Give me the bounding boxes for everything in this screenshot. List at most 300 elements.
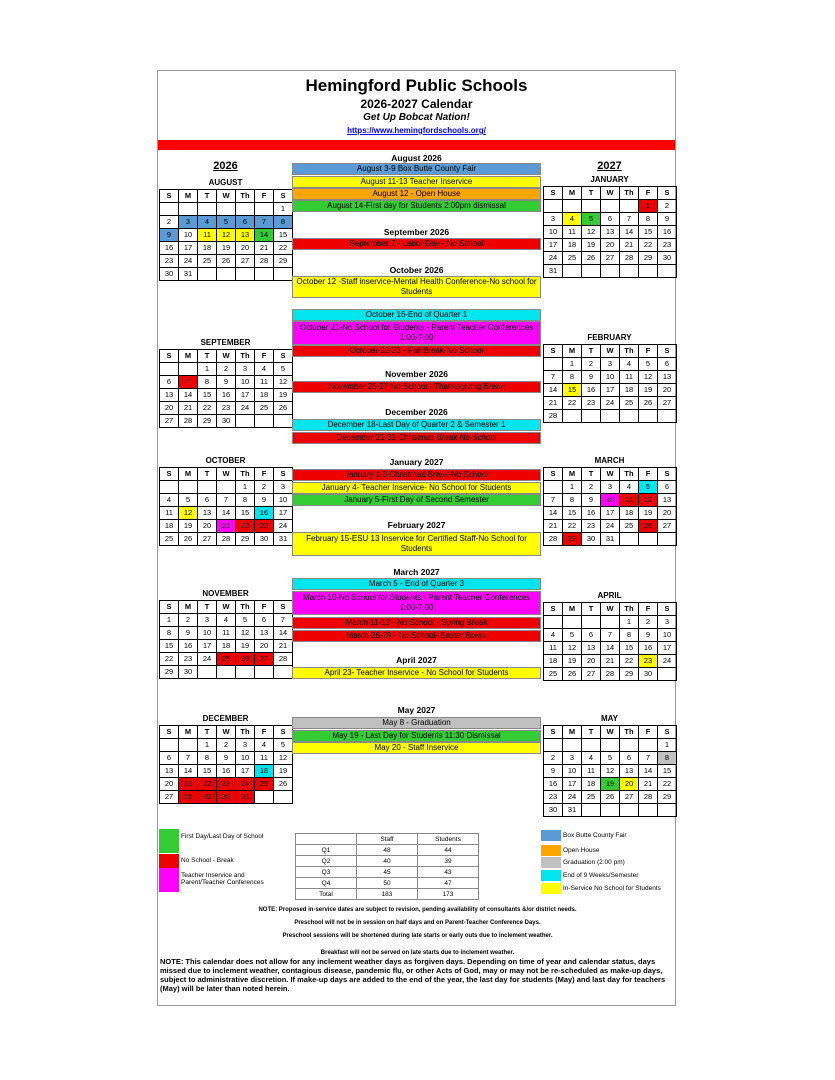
weekday-header: S bbox=[274, 350, 293, 363]
day-cell: 16 bbox=[582, 384, 601, 397]
day-cell: 5 bbox=[639, 358, 658, 371]
day-cell: 11 bbox=[563, 226, 582, 239]
weekday-header: T bbox=[582, 468, 601, 481]
day-cell: 30 bbox=[179, 666, 198, 679]
weekday-header: S bbox=[274, 726, 293, 739]
day-cell: 4 bbox=[255, 739, 274, 752]
event-month-header: March 2027 bbox=[393, 567, 440, 577]
legend-swatch bbox=[541, 857, 561, 868]
day-cell: 12 bbox=[601, 765, 620, 778]
day-cell: 31 bbox=[563, 804, 582, 817]
day-cell: 13 bbox=[160, 389, 179, 402]
day-cell: 24 bbox=[601, 520, 620, 533]
empty-cell bbox=[236, 415, 255, 428]
day-cell: 11 bbox=[217, 627, 236, 640]
note-line: Breakfast will not be served on late starts due to inclement weather. bbox=[320, 950, 515, 956]
empty-cell bbox=[160, 363, 179, 376]
day-cell: 8 bbox=[658, 752, 677, 765]
day-cell: 2 bbox=[658, 200, 677, 213]
day-cell: 29 bbox=[274, 255, 293, 268]
empty-cell bbox=[160, 481, 179, 494]
day-cell: 17 bbox=[236, 389, 255, 402]
weekday-header: Th bbox=[236, 350, 255, 363]
day-cell: 30 bbox=[544, 804, 563, 817]
empty-cell bbox=[179, 203, 198, 216]
event-month-header: February 2027 bbox=[387, 520, 446, 530]
day-cell: 16 bbox=[255, 507, 274, 520]
table-cell: 47 bbox=[418, 878, 479, 889]
empty-cell bbox=[544, 200, 563, 213]
day-cell: 20 bbox=[620, 778, 639, 791]
empty-cell bbox=[639, 739, 658, 752]
day-cell: 5 bbox=[639, 481, 658, 494]
day-cell: 19 bbox=[601, 778, 620, 791]
event-month-header: December 2026 bbox=[385, 407, 448, 417]
day-cell: 20 bbox=[255, 640, 274, 653]
day-cell: 3 bbox=[658, 616, 677, 629]
day-cell: 5 bbox=[179, 494, 198, 507]
weekday-header: Th bbox=[236, 601, 255, 614]
day-cell: 24 bbox=[198, 653, 217, 666]
day-cell: 29 bbox=[639, 252, 658, 265]
legend-label: End of 9 Weeks/Semester bbox=[563, 872, 639, 879]
weekday-header: S bbox=[658, 187, 677, 200]
day-cell: 2 bbox=[217, 363, 236, 376]
empty-cell bbox=[544, 481, 563, 494]
day-cell: 7 bbox=[179, 376, 198, 389]
day-cell: 12 bbox=[563, 642, 582, 655]
day-cell: 9 bbox=[582, 494, 601, 507]
table-cell: 43 bbox=[418, 867, 479, 878]
legend-label: Open House bbox=[563, 847, 600, 854]
weekday-header: S bbox=[658, 468, 677, 481]
weekday-header: W bbox=[217, 350, 236, 363]
day-cell: 25 bbox=[544, 668, 563, 681]
weekday-header: W bbox=[217, 726, 236, 739]
day-cell: 16 bbox=[658, 226, 677, 239]
day-cell: 13 bbox=[601, 226, 620, 239]
weekday-header: T bbox=[582, 187, 601, 200]
month-name: AUGUST bbox=[208, 178, 243, 187]
event-row: March 10-No School for Students - Parent Teacher Conferences 1:00-7:00 bbox=[292, 591, 541, 615]
day-cell: 29 bbox=[160, 666, 179, 679]
day-cell: 12 bbox=[274, 752, 293, 765]
day-cell: 4 bbox=[620, 481, 639, 494]
day-cell: 10 bbox=[274, 494, 293, 507]
empty-cell bbox=[255, 268, 274, 281]
empty-cell bbox=[236, 203, 255, 216]
weekday-header: M bbox=[179, 190, 198, 203]
table-row bbox=[296, 889, 479, 900]
day-cell: 27 bbox=[582, 668, 601, 681]
weekday-header: Th bbox=[620, 603, 639, 616]
day-cell: 29 bbox=[198, 415, 217, 428]
day-cell: 10 bbox=[658, 629, 677, 642]
day-cell: 24 bbox=[236, 778, 255, 791]
day-cell: 8 bbox=[639, 213, 658, 226]
day-cell: 3 bbox=[544, 213, 563, 226]
day-cell: 20 bbox=[236, 242, 255, 255]
day-cell: 27 bbox=[601, 252, 620, 265]
red-divider-bar bbox=[158, 140, 675, 150]
day-cell: 10 bbox=[544, 226, 563, 239]
day-cell: 2 bbox=[255, 481, 274, 494]
event-row: May 19 - Last Day for Students 11:30 Dismissal bbox=[292, 730, 541, 742]
day-cell: 7 bbox=[544, 494, 563, 507]
day-cell: 5 bbox=[274, 739, 293, 752]
year-label-left: 2026 bbox=[213, 160, 238, 172]
weekday-header: S bbox=[160, 601, 179, 614]
legend-swatch bbox=[159, 829, 179, 853]
day-cell: 8 bbox=[198, 376, 217, 389]
day-cell: 1 bbox=[198, 739, 217, 752]
day-cell: 5 bbox=[582, 213, 601, 226]
day-cell: 17 bbox=[601, 384, 620, 397]
day-cell: 17 bbox=[544, 239, 563, 252]
day-cell: 9 bbox=[255, 494, 274, 507]
day-cell: 27 bbox=[236, 255, 255, 268]
empty-cell bbox=[236, 268, 255, 281]
empty-cell bbox=[658, 410, 677, 423]
event-month-header: May 2027 bbox=[397, 705, 436, 715]
empty-cell bbox=[601, 200, 620, 213]
event-row: August 14-First day for Students 2:00pm dismissal bbox=[292, 200, 541, 212]
empty-cell bbox=[563, 739, 582, 752]
empty-cell bbox=[582, 265, 601, 278]
day-cell: 20 bbox=[198, 520, 217, 533]
day-cell: 21 bbox=[639, 778, 658, 791]
day-cell: 30 bbox=[639, 668, 658, 681]
calendar-subtitle: 2026-2027 Calendar bbox=[360, 97, 473, 111]
school-url-link[interactable]: https://www.hemingfordschools.org/ bbox=[347, 126, 486, 135]
legend-swatch bbox=[541, 883, 561, 894]
empty-cell bbox=[544, 739, 563, 752]
empty-cell bbox=[255, 203, 274, 216]
day-count-table bbox=[295, 833, 479, 900]
day-cell: 13 bbox=[582, 642, 601, 655]
empty-cell bbox=[236, 666, 255, 679]
day-cell: 11 bbox=[544, 642, 563, 655]
day-cell: 23 bbox=[179, 653, 198, 666]
day-cell: 12 bbox=[582, 226, 601, 239]
day-cell: 23 bbox=[544, 791, 563, 804]
day-cell: 18 bbox=[563, 239, 582, 252]
day-cell: 4 bbox=[620, 358, 639, 371]
table-cell: 48 bbox=[357, 845, 418, 856]
day-cell: 18 bbox=[582, 778, 601, 791]
empty-cell bbox=[274, 415, 293, 428]
day-cell: 1 bbox=[639, 200, 658, 213]
day-cell: 27 bbox=[255, 653, 274, 666]
empty-cell bbox=[582, 739, 601, 752]
day-cell: 10 bbox=[563, 765, 582, 778]
weekday-header: M bbox=[179, 726, 198, 739]
empty-cell bbox=[544, 616, 563, 629]
day-cell: 28 bbox=[639, 791, 658, 804]
day-cell: 2 bbox=[179, 614, 198, 627]
event-row: February 15-ESU 13 Inservice for Certified Staff-No School for Students bbox=[292, 532, 541, 556]
day-cell: 27 bbox=[620, 791, 639, 804]
day-cell: 22 bbox=[198, 402, 217, 415]
day-cell: 20 bbox=[160, 778, 179, 791]
day-cell: 21 bbox=[544, 520, 563, 533]
empty-cell bbox=[601, 410, 620, 423]
event-row: August 3-9 Box Butte County Fair bbox=[292, 163, 541, 175]
day-cell: 23 bbox=[160, 255, 179, 268]
day-cell: 26 bbox=[274, 778, 293, 791]
day-cell: 9 bbox=[639, 629, 658, 642]
day-cell: 3 bbox=[601, 481, 620, 494]
table-cell: 173 bbox=[418, 889, 479, 900]
day-cell: 12 bbox=[639, 494, 658, 507]
day-cell: 17 bbox=[601, 507, 620, 520]
day-cell: 7 bbox=[639, 752, 658, 765]
event-row: October 21-No School for Students - Parent Teacher Conferences 1:00-7:00 bbox=[292, 321, 541, 345]
day-cell: 5 bbox=[563, 629, 582, 642]
event-row: December 21-31 Christmas Break No School bbox=[292, 432, 541, 444]
month-name: JANUARY bbox=[590, 175, 629, 184]
day-cell: 15 bbox=[274, 229, 293, 242]
day-cell: 17 bbox=[274, 507, 293, 520]
school-title: Hemingford Public Schools bbox=[305, 76, 528, 95]
table-cell: 44 bbox=[418, 845, 479, 856]
event-row: April 23- Teacher Inservice - No School for Students bbox=[292, 667, 541, 679]
day-cell: 1 bbox=[563, 481, 582, 494]
day-cell: 15 bbox=[563, 384, 582, 397]
empty-cell bbox=[217, 481, 236, 494]
empty-cell bbox=[198, 666, 217, 679]
weekday-header: T bbox=[198, 468, 217, 481]
event-month-header: November 2026 bbox=[385, 369, 448, 379]
day-cell: 9 bbox=[217, 376, 236, 389]
empty-cell bbox=[563, 410, 582, 423]
day-cell: 22 bbox=[563, 520, 582, 533]
weekday-header: W bbox=[601, 187, 620, 200]
day-cell: 22 bbox=[160, 653, 179, 666]
day-cell: 23 bbox=[582, 397, 601, 410]
table-cell: Q4 bbox=[296, 878, 357, 889]
day-cell: 2 bbox=[582, 358, 601, 371]
table-cell: Staff bbox=[357, 834, 418, 845]
weekday-header: Th bbox=[236, 468, 255, 481]
empty-cell bbox=[582, 616, 601, 629]
day-cell: 10 bbox=[601, 494, 620, 507]
weekday-header: S bbox=[160, 468, 179, 481]
weekday-header: F bbox=[639, 468, 658, 481]
day-cell: 27 bbox=[658, 397, 677, 410]
weekday-header: S bbox=[544, 187, 563, 200]
day-cell: 4 bbox=[582, 752, 601, 765]
day-cell: 21 bbox=[255, 242, 274, 255]
event-row: November 25-27 No School - Thanksgiving Break bbox=[292, 381, 541, 393]
day-cell: 19 bbox=[274, 389, 293, 402]
day-cell: 9 bbox=[217, 752, 236, 765]
day-cell: 1 bbox=[198, 363, 217, 376]
month-grid bbox=[159, 189, 293, 281]
day-cell: 27 bbox=[160, 415, 179, 428]
legend-label: No School - Break bbox=[181, 857, 234, 864]
day-cell: 6 bbox=[160, 752, 179, 765]
day-cell: 14 bbox=[179, 389, 198, 402]
weekday-header: M bbox=[563, 726, 582, 739]
weekday-header: T bbox=[582, 345, 601, 358]
day-cell: 19 bbox=[639, 384, 658, 397]
event-row: October 12 -Staff inservice-Mental Health Conference-No school for Students bbox=[292, 276, 541, 298]
weekday-header: S bbox=[274, 468, 293, 481]
day-cell: 16 bbox=[639, 642, 658, 655]
day-cell: 28 bbox=[601, 668, 620, 681]
legend-label: Graduation (2:00 pm) bbox=[563, 859, 625, 866]
day-cell: 28 bbox=[255, 255, 274, 268]
day-cell: 4 bbox=[198, 216, 217, 229]
day-cell: 28 bbox=[179, 415, 198, 428]
day-cell: 24 bbox=[544, 252, 563, 265]
weekday-header: Th bbox=[620, 468, 639, 481]
day-cell: 13 bbox=[160, 765, 179, 778]
empty-cell bbox=[658, 668, 677, 681]
day-cell: 12 bbox=[217, 229, 236, 242]
day-cell: 12 bbox=[236, 627, 255, 640]
day-cell: 14 bbox=[274, 627, 293, 640]
day-cell: 1 bbox=[563, 358, 582, 371]
day-cell: 28 bbox=[544, 410, 563, 423]
day-cell: 18 bbox=[160, 520, 179, 533]
empty-cell bbox=[255, 415, 274, 428]
day-cell: 8 bbox=[274, 216, 293, 229]
empty-cell bbox=[582, 410, 601, 423]
day-cell: 19 bbox=[582, 239, 601, 252]
legend-swatch bbox=[159, 868, 179, 892]
legend-swatch bbox=[541, 845, 561, 856]
day-cell: 21 bbox=[601, 655, 620, 668]
note-line: NOTE: Proposed in-service dates are subject to revision, pending availability of consultants &/or district needs. bbox=[258, 907, 577, 913]
day-cell: 14 bbox=[217, 507, 236, 520]
day-cell: 2 bbox=[639, 616, 658, 629]
day-cell: 19 bbox=[274, 765, 293, 778]
day-cell: 11 bbox=[160, 507, 179, 520]
weekday-header: S bbox=[544, 345, 563, 358]
day-cell: 28 bbox=[179, 791, 198, 804]
day-cell: 4 bbox=[160, 494, 179, 507]
day-cell: 8 bbox=[198, 752, 217, 765]
month-name: SEPTEMBER bbox=[200, 338, 251, 347]
empty-cell bbox=[658, 533, 677, 546]
day-cell: 22 bbox=[639, 239, 658, 252]
event-row: September 7 - Labor Day - No School bbox=[292, 238, 541, 250]
weekday-header: S bbox=[544, 726, 563, 739]
empty-cell bbox=[198, 481, 217, 494]
day-cell: 20 bbox=[582, 655, 601, 668]
day-cell: 19 bbox=[639, 507, 658, 520]
day-cell: 26 bbox=[639, 397, 658, 410]
empty-cell bbox=[217, 203, 236, 216]
weekday-header: F bbox=[255, 726, 274, 739]
table-row bbox=[296, 878, 479, 889]
legend-swatch bbox=[159, 854, 179, 868]
day-cell: 6 bbox=[255, 614, 274, 627]
day-cell: 5 bbox=[217, 216, 236, 229]
day-cell: 8 bbox=[563, 494, 582, 507]
day-cell: 31 bbox=[274, 533, 293, 546]
empty-cell bbox=[179, 739, 198, 752]
day-cell: 19 bbox=[179, 520, 198, 533]
day-cell: 9 bbox=[582, 371, 601, 384]
event-month-header: October 2026 bbox=[389, 265, 444, 275]
day-cell: 26 bbox=[601, 791, 620, 804]
day-cell: 31 bbox=[236, 791, 255, 804]
month-grid bbox=[159, 349, 293, 428]
day-cell: 11 bbox=[198, 229, 217, 242]
day-cell: 23 bbox=[255, 520, 274, 533]
legend-label: First Day/Last Day of School bbox=[181, 833, 264, 840]
day-cell: 26 bbox=[274, 402, 293, 415]
event-row: March 5 - End of Quarter 3 bbox=[292, 578, 541, 590]
day-cell: 14 bbox=[544, 384, 563, 397]
weekday-header: W bbox=[217, 468, 236, 481]
table-cell: 50 bbox=[357, 878, 418, 889]
event-row: March 11-12 - No School - Spring Break bbox=[292, 617, 541, 629]
empty-cell bbox=[620, 804, 639, 817]
day-cell: 21 bbox=[179, 778, 198, 791]
day-cell: 7 bbox=[217, 494, 236, 507]
day-cell: 21 bbox=[274, 640, 293, 653]
day-cell: 30 bbox=[658, 252, 677, 265]
table-row bbox=[296, 856, 479, 867]
table-cell: Students bbox=[418, 834, 479, 845]
weekday-header: F bbox=[255, 350, 274, 363]
day-cell: 28 bbox=[544, 533, 563, 546]
day-cell: 11 bbox=[620, 371, 639, 384]
weekday-header: F bbox=[255, 601, 274, 614]
event-row: May 20 - Staff Inservice bbox=[292, 742, 541, 754]
empty-cell bbox=[582, 804, 601, 817]
day-cell: 13 bbox=[620, 765, 639, 778]
day-cell: 15 bbox=[620, 642, 639, 655]
day-cell: 1 bbox=[620, 616, 639, 629]
empty-cell bbox=[544, 358, 563, 371]
day-cell: 30 bbox=[217, 415, 236, 428]
day-cell: 17 bbox=[236, 765, 255, 778]
month-grid bbox=[543, 186, 677, 278]
day-cell: 14 bbox=[255, 229, 274, 242]
weekday-header: W bbox=[601, 603, 620, 616]
day-cell: 1 bbox=[160, 614, 179, 627]
weekday-header: S bbox=[544, 603, 563, 616]
day-cell: 3 bbox=[274, 481, 293, 494]
day-cell: 20 bbox=[658, 507, 677, 520]
event-month-header: April 2027 bbox=[396, 655, 437, 665]
day-cell: 28 bbox=[620, 252, 639, 265]
table-cell: 183 bbox=[357, 889, 418, 900]
day-cell: 11 bbox=[582, 765, 601, 778]
day-cell: 13 bbox=[198, 507, 217, 520]
day-cell: 17 bbox=[563, 778, 582, 791]
event-row: August 12 - Open House bbox=[292, 188, 541, 200]
table-cell: 45 bbox=[357, 867, 418, 878]
table-cell: Total bbox=[296, 889, 357, 900]
day-cell: 13 bbox=[255, 627, 274, 640]
day-cell: 5 bbox=[236, 614, 255, 627]
day-cell: 25 bbox=[160, 533, 179, 546]
month-grid bbox=[543, 602, 677, 681]
empty-cell bbox=[639, 533, 658, 546]
day-cell: 18 bbox=[255, 389, 274, 402]
empty-cell bbox=[563, 200, 582, 213]
day-cell: 23 bbox=[217, 778, 236, 791]
weekday-header: S bbox=[658, 345, 677, 358]
empty-cell bbox=[179, 363, 198, 376]
day-cell: 5 bbox=[601, 752, 620, 765]
